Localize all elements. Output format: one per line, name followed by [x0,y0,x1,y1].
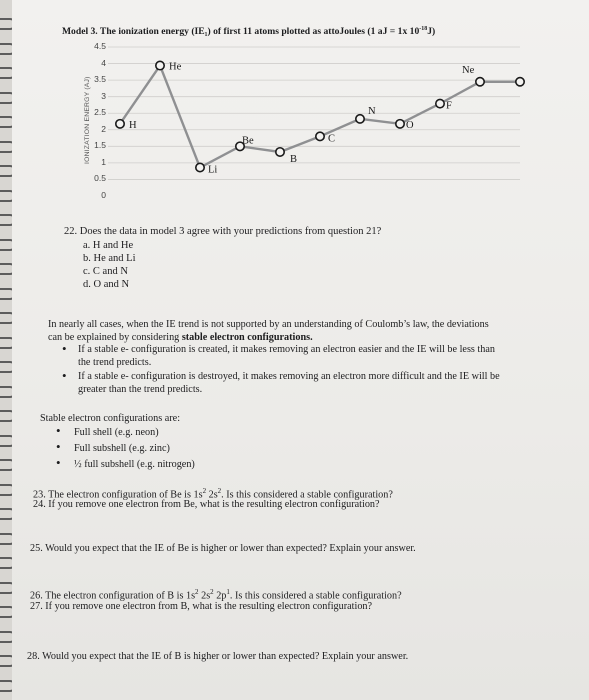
stable-item-3: ½ full subshell (e.g. nitrogen) [74,459,195,470]
point-label: Be [242,135,254,147]
bullet-dot: • [56,423,61,438]
point-label: N [368,105,376,117]
question-22: 22. Does the data in model 3 agree with your predictions from question 21? [64,226,382,237]
q26-text-b: 2s [198,590,211,602]
point-label: F [446,100,452,112]
stable-heading: Stable electron configurations are: [40,413,181,424]
point-label: Ne [462,64,475,76]
bullet-dot: • [56,439,61,454]
q22-option-c: c. C and N [83,266,128,277]
q23-sup-1: 2 [202,487,207,495]
point-label: Li [208,164,218,176]
ionization-energy-series-line [120,66,520,168]
y-tick-label: 0 [101,190,106,200]
q22-option-d: d. O and N [83,279,130,290]
data-point [436,99,444,107]
data-point [276,148,284,156]
q22-option-b: b. He and Li [83,253,136,264]
q23-text-b: 2s [206,489,218,501]
title-text: Model 3. The ionization energy (IE₁) of first 11 atoms plotted as attoJoules (1 aJ = 1x 10 [62,26,420,38]
data-point [156,61,164,69]
intro-line-1: In nearly all cases, when the IE trend is not supported by an understanding of Coulomb’s law, the deviations [48,319,489,330]
y-tick-label: 2 [101,123,106,134]
title-end: J) [427,26,436,38]
data-point [476,78,484,86]
y-tick-label: 0.5 [94,173,106,184]
bullet-dot: • [62,341,67,356]
question-28: 28. Would you expect that the IE of B is higher or lower than expected? Explain your answer. [27,651,409,662]
point-label: C [328,133,336,145]
q23-sup-2: 2 [217,487,222,495]
bullet-dot: • [62,368,67,383]
ionization-energy-chart [0,0,589,215]
intro-line-2-bold: stable electron configurations. [181,332,313,343]
y-tick-label: 1.5 [94,140,106,151]
q26-text-a: 26. The electron configuration of B is 1s [30,590,196,602]
q26-sup-3: 1 [226,588,230,596]
question-27: 27. If you remove one electron from B, what is the resulting electron configuration? [30,601,373,612]
stable-item-1: Full shell (e.g. neon) [74,427,159,438]
y-tick-label: 3.5 [94,74,106,85]
q23-text-c: . Is this considered a stable configuration? [221,489,393,501]
point-label: B [290,153,298,165]
q22-option-a: a. H and He [83,240,134,251]
data-point [196,163,204,171]
point-label: He [169,61,182,73]
point-label: H [129,119,137,131]
q26-sup-2: 2 [210,588,214,596]
y-tick-label: 3 [101,90,106,101]
y-tick-label: 2.5 [94,107,106,118]
title-exponent: -18 [419,26,428,32]
y-tick-label: 4 [101,57,106,68]
data-point [396,120,404,128]
data-point [316,132,324,140]
question-25: 25. Would you expect that the IE of Be is higher or lower than expected? Explain your answer. [30,543,416,554]
bullet-dot: • [56,455,61,470]
data-point [116,120,124,128]
q26-sup-1: 2 [195,588,199,596]
y-tick-label: 1 [101,156,106,167]
y-tick-label: 4.5 [94,41,106,51]
intro-line-2-text: can be explained by considering [48,332,182,343]
data-point [356,115,364,123]
bullet-2-line-1: If a stable e- configuration is destroyed, it makes removing an electron more difficult and the IE will be [78,371,500,382]
q26-text-c: 2p [213,590,227,602]
question-24: 24. If you remove one electron from Be, what is the resulting electron configuration? [33,499,380,510]
q26-text-d: . Is this considered a stable configuration? [229,590,402,602]
bullet-1-line-2: the trend predicts. [78,357,152,368]
bullet-2-line-2: greater than the trend predicts. [78,384,203,395]
y-axis-label: IONIZATION ENERGY (AJ) [84,76,91,164]
point-label: O [406,119,414,131]
stable-item-2: Full subshell (e.g. zinc) [74,443,170,454]
q23-text-a: 23. The electron configuration of Be is 1s [33,489,203,501]
bullet-1-line-1: If a stable e- configuration is created, it makes removing an electron easier and the IE will be less than [78,344,495,355]
data-point [516,78,524,86]
